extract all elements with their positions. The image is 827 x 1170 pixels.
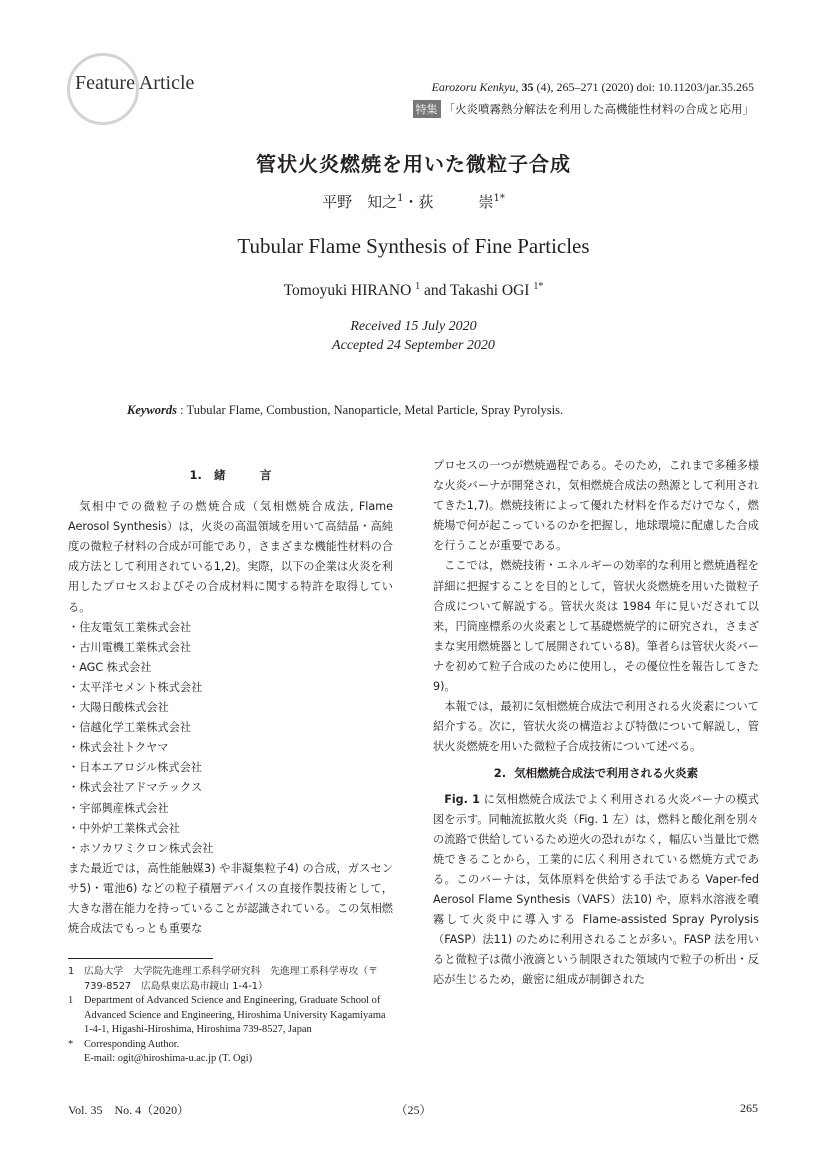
paragraph-text: に気相燃焼合成法でよく利用される火炎バーナの模式図を示す。同軸流拡散火炎（Fig. 1 左）は，燃料と酸化剤を別々の流路で供給しているため逆火の恐れがなく，幅広い当量比で燃焼できることから，工業的に広く利用されている燃焼方式である。このバーナは，気体原料を供給する手法である Vaper-fed Aerosol Flame Synthesis（VAFS）法10) や，原料水溶液を噴霧して火炎中に導入する Flame-assisted Spray Pyrolysis（FASP）法11) のために利用されることが多い。FASP 法を用いると微粒子は微小液滴という制限された領域内で粒子の析出・反応が生じるため，厳密に組成が制御された [433,792,759,987]
dates [0,317,827,355]
list-item: ・株式会社アドマテックス [68,781,203,795]
keywords-label: Keywords [127,403,177,417]
section-2-heading [433,763,759,783]
list-item: ・信越化学工業株式会社 [68,721,192,735]
section-number: 1. [189,468,202,482]
section-title: 気相燃焼合成法で利用される火炎素 [514,766,699,781]
authors-english [0,281,827,300]
list-item: ・太平洋セメント株式会社 [68,680,203,694]
paragraph: 本報では，最初に気相燃焼合成法で利用される火炎素について紹介する。次に，管状火炎の構造および特徴について解説し，管状火炎燃焼を用いた微粒子合成技術について述べる。 [433,700,759,754]
figure-reference: Fig. 1 [444,792,480,806]
footnotes [68,965,393,1067]
footnote [68,1052,393,1067]
left-column [68,456,393,939]
author2-ja: 荻 崇 [418,193,494,211]
section-number: 2. [493,766,507,781]
keywords-list: : Tubular Flame, Combustion, Nanoparticle, Metal Particle, Spray Pyrolysis. [180,403,564,417]
author1-en: Tomoyuki HIRANO [283,282,412,300]
footnote-text: Department of Advanced Science and Engineering, Graduate School of Advanced Science and Engineering, Hiroshima University Kagamiyama 1-4-1, Higashi-Hiroshima, Hiroshima 739-8527, Japan [84,995,386,1035]
title-japanese: 管状火炎燃焼を用いた微粒子合成 [256,152,571,176]
list-item: ・日本エアロジル株式会社 [68,761,202,775]
feature-article-label: Feature Article [75,72,195,94]
paragraph: また最近では，高性能触媒3) や非凝集粒子4) の合成，ガスセンサ5)・電池6) などの粒子積層デバイスの直接作製技術として，大きな潜在能力を持っていることが認識されている。この気相燃焼合成法でもっとも重要な [68,861,393,936]
title-english: Tubular Flame Synthesis of Fine Particles [237,234,590,258]
company-list [68,618,393,859]
keywords [127,403,563,418]
author1-ja: 平野 知之 [322,193,398,211]
footnote-mark: * [68,1038,74,1050]
author-separator: ・ [403,193,419,211]
list-item: ・大陽日酸株式会社 [68,701,169,715]
section-title: 緒 言 [213,468,272,482]
section-1-heading [68,465,393,485]
paragraph: プロセスの一つが燃焼過程である。そのため，これまで多種多様な火炎バーナが開発され，気相燃焼合成法の熱源として利用されてきた1,7)。燃焼技術によって優れた材料を作るだけでなく，燃焼場で何が起こっているのかを把握し，地球環境に配慮した合成を行うことが重要である。 [433,459,759,553]
accepted-date: Accepted 24 September 2020 [332,338,495,353]
footnote-email: E-mail: ogit@hiroshima-u.ac.jp (T. Ogi) [84,1053,253,1064]
list-item: ・古川電機工業株式会社 [68,640,192,654]
special-issue-title: 「火炎噴霧熱分解法を利用した高機能性材料の合成と応用」 [443,102,754,116]
footer-page-number: 265 [740,1101,758,1115]
affiliation-mark: 1 [415,281,421,292]
list-item: ・中外炉工業株式会社 [68,821,180,835]
special-issue-line [413,100,755,118]
footer-issue-page: （25） [395,1103,432,1117]
affiliation-mark: 1* [533,281,544,292]
citation-line: Earozoru Kenkyu, 35 (4), 265–271 (2020) doi: 10.11203/jar.35.265 [431,80,754,94]
footnote [68,1038,393,1053]
footnote-text: Corresponding Author. [84,1038,180,1050]
right-column [433,456,759,990]
volume-number: 35 [521,80,534,94]
paragraph: 気相中での微粒子の燃焼合成（気相燃焼合成法, Flame Aerosol Synthesis）は，火炎の高温領域を用いて高結晶・高純度の微粒子材料の合成が可能であり，さまざまな機能性材料の合成方法として利用されている1,2)。実際，以下の企業は火炎を利用したプロセスおよびその合成材料に関する特許を取得している。 [68,500,393,614]
footer-volume: Vol. 35 No. 4（2020） [68,1103,190,1117]
affiliation-mark: 1 [397,193,404,204]
footnote-rule [68,958,213,959]
list-item: ・住友電気工業株式会社 [68,620,192,634]
author2-en: Takashi OGI [450,282,530,300]
list-item: ・ホソカワミクロン株式会社 [68,841,214,855]
list-item: ・AGC 株式会社 [68,660,152,674]
received-date: Received 15 July 2020 [350,319,477,334]
footnote [68,994,393,1038]
citation-details: (4), 265–271 (2020) doi: 10.11203/jar.35.265 [536,80,754,94]
list-item: ・宇部興産株式会社 [68,801,169,815]
paragraph [433,790,759,991]
footnote-mark: 1 [68,995,74,1006]
special-issue-tag: 特集 [413,100,441,118]
footnote [68,965,393,994]
authors-japanese [0,191,827,212]
author-conjunction: and [424,282,447,300]
journal-name: Earozoru Kenkyu [431,80,516,94]
affiliation-mark: 1* [493,193,505,204]
footnote-text: 広島大学 大学院先進理工系科学研究科 先進理工系科学専攻（〒 739-8527 広島県東広島市鏡山 1-4-1） [84,966,378,992]
paragraph: ここでは，燃焼技術・エネルギーの効率的な利用と燃焼過程を詳細に把握することを目的として，管状火炎燃焼を用いた微粒子合成について解説する。管状火炎は 1984 年に見いだされて以来，円筒座標系の火炎素として基礎燃焼学的に研究され，さまざまな実用燃焼器として展開されている8)。筆者らは管状火炎バーナを初めて粒子合成のために使用し，その優位性を報告してきた9)。 [433,559,759,694]
footnote-mark: 1 [68,966,75,977]
list-item: ・株式会社トクヤマ [68,741,169,755]
